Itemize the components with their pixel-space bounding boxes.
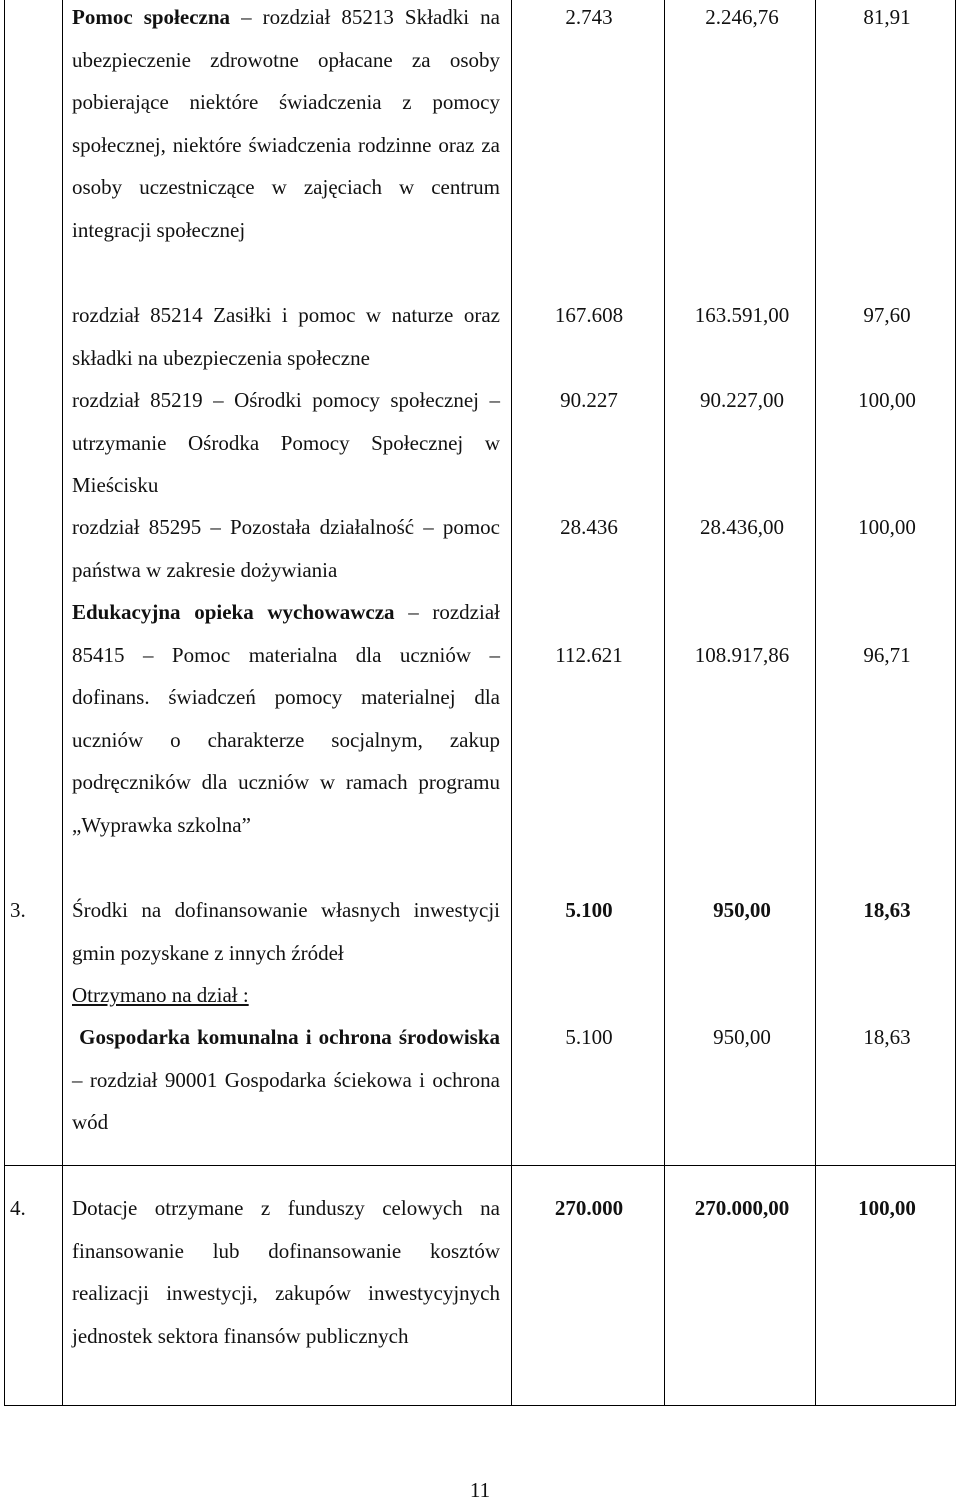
plan-value: 28.436	[560, 515, 618, 539]
percent-value: 18,63	[863, 898, 911, 922]
percent-value: 81,91	[863, 5, 911, 29]
description-text: rozdział 85295 – Pozostała działalność – pomoc państwa w zakresie dożywiania	[72, 515, 500, 582]
execution-value: 90.227,00	[700, 388, 784, 412]
page-number: 11	[469, 1478, 491, 1502]
description-paragraph	[72, 974, 500, 1017]
description-paragraph	[72, 591, 500, 846]
execution-value: 108.917,86	[694, 643, 790, 667]
row-description	[72, 294, 500, 379]
description-paragraph	[72, 1016, 500, 1144]
execution-value: 950,00	[713, 1025, 771, 1049]
plan-value: 5.100	[565, 1025, 613, 1049]
received-for-label: Otrzymano na dział :	[72, 983, 249, 1007]
column-divider-description	[511, 0, 512, 1406]
description-text: Środki na dofinansowanie własnych inwestycji gmin pozyskane z innych źródeł	[72, 898, 500, 965]
table-border-bottom	[4, 1405, 956, 1406]
percent-value: 18,63	[863, 1025, 911, 1049]
row-number: 3.	[10, 898, 26, 922]
section-title: Edukacyjna opieka wychowawcza	[72, 600, 395, 624]
description-text: – rozdział 90001 Gospodarka ściekowa i ochrona wód	[72, 1067, 500, 1134]
plan-value: 90.227	[560, 388, 618, 412]
description-text: Dotacje otrzymane z funduszy celowych na finansowanie lub dofinansowanie kosztów realizacji inwestycji, zakupów inwestycyjnych jednostek sektora finansów publicznych	[72, 1196, 500, 1348]
execution-value: 2.246,76	[705, 5, 779, 29]
row-description	[72, 889, 500, 1017]
column-divider-lp	[62, 0, 63, 1406]
execution-value: 270.000,00	[694, 1196, 790, 1220]
percent-value: 100,00	[858, 515, 916, 539]
description-paragraph	[72, 294, 500, 379]
description-text: – rozdział 85213 Składki na ubezpieczenie zdrowotne opłacane za osoby pobierające niektóre świadczenia z pomocy społecznej, niektóre świadczenia rodzinne oraz za osoby uczestniczące w zajęciach w centrum integracji społecznej	[72, 5, 500, 242]
plan-value: 270.000	[554, 1196, 624, 1220]
description-text: rozdział 85219 – Ośrodki pomocy społecznej – utrzymanie Ośrodka Pomocy Społecznej w Mieścisku	[72, 388, 500, 497]
section-title: Gospodarka komunalna i ochrona środowiska	[72, 1025, 501, 1049]
plan-value: 5.100	[565, 898, 613, 922]
row-description	[72, 379, 500, 507]
row-description	[72, 591, 500, 846]
execution-value: 28.436,00	[700, 515, 784, 539]
description-paragraph	[72, 889, 500, 974]
description-paragraph	[72, 1187, 500, 1357]
row-number: 4.	[10, 1196, 26, 1220]
row-description	[72, 506, 500, 591]
column-divider-plan	[664, 0, 665, 1406]
row-divider	[4, 1165, 956, 1166]
row-description	[72, 1187, 500, 1357]
execution-value: 950,00	[713, 898, 771, 922]
description-paragraph	[72, 506, 500, 591]
percent-value: 96,71	[863, 643, 911, 667]
percent-value: 100,00	[858, 1196, 916, 1220]
plan-value: 167.608	[554, 303, 624, 327]
plan-value: 112.621	[555, 643, 623, 667]
table-border-left	[4, 0, 5, 1406]
description-paragraph	[72, 0, 500, 251]
description-text: rozdział 85214 Zasiłki i pomoc w naturze oraz składki na ubezpieczenia społeczne	[72, 303, 500, 370]
section-title: Pomoc społeczna	[72, 5, 231, 29]
row-description	[72, 1016, 500, 1144]
description-paragraph	[72, 379, 500, 507]
description-text: – rozdział 85415 – Pomoc materialna dla uczniów – dofinans. świadczeń pomocy materialnej dla uczniów o charakterze socjalnym, zakup podręczników dla uczniów w ramach programu „Wyprawka szkolna”	[72, 600, 500, 837]
execution-value: 163.591,00	[694, 303, 790, 327]
row-description	[72, 0, 500, 251]
percent-value: 97,60	[863, 303, 911, 327]
percent-value: 100,00	[858, 388, 916, 412]
plan-value: 2.743	[565, 5, 613, 29]
